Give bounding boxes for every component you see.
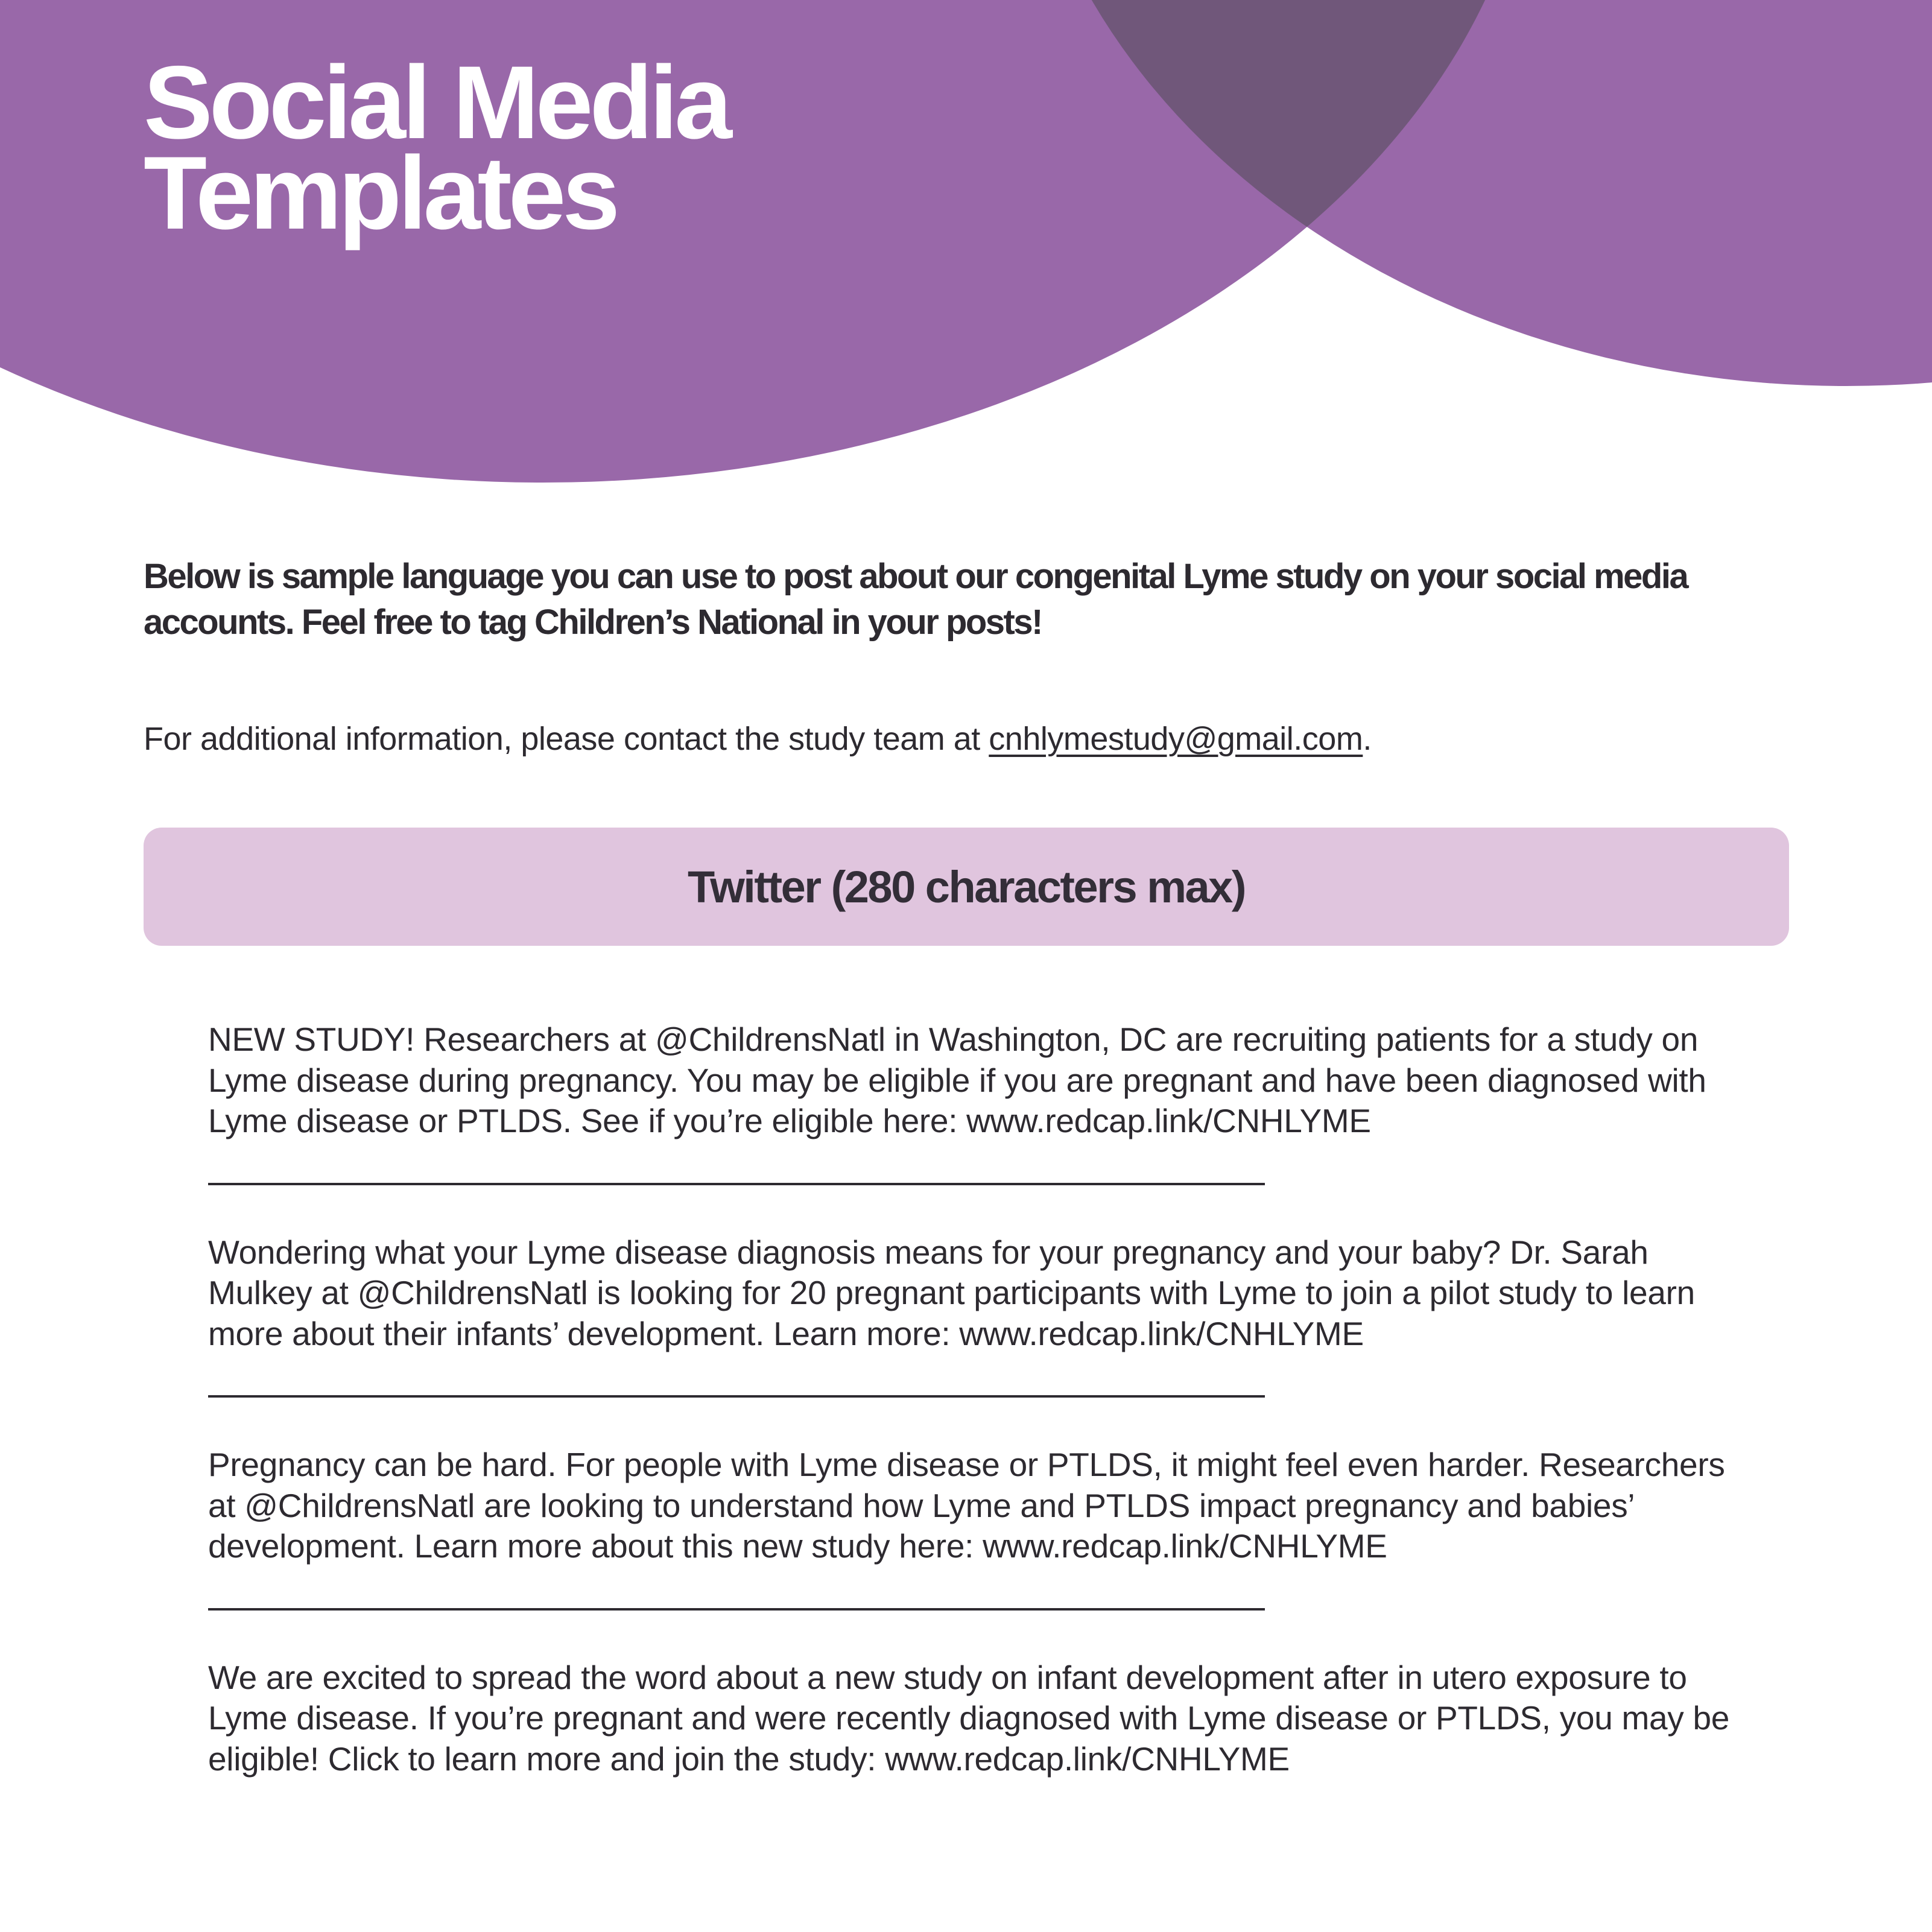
post-templates-list (208, 1019, 1752, 1779)
section-heading: Twitter (280 characters max) (688, 861, 1245, 912)
contact-line (144, 718, 1372, 760)
post-template (208, 1658, 1752, 1780)
post-template (208, 1019, 1752, 1185)
contact-suffix: . (1363, 721, 1372, 757)
post-text: We are excited to spread the word about a new study on infant development after in utero exposure to Lyme disease. If you’re pregnant and were recently diagnosed with Lyme disease or PTLDS, you may be eligible! Click to learn more and join the study: www.redcap.link/CNHLYME (208, 1658, 1730, 1778)
post-text: NEW STUDY! Researchers at @ChildrensNatl in Washington, DC are recruiting patients for a study on Lyme disease during pregnancy. You may be eligible if you are pregnant and have been diagnosed with Lyme disease or PTLDS. See if you’re eligible here: www.redcap.link/CNHLYME (208, 1021, 1706, 1139)
divider-line (208, 1183, 1265, 1185)
title-line-1: Social Media (144, 45, 729, 160)
contact-email-link[interactable]: cnhlymestudy@gmail.com (989, 721, 1363, 757)
post-text: Pregnancy can be hard. For people with Lyme disease or PTLDS, it might feel even harder. Researchers at @ChildrensNatl are looking to understand how Lyme and PTLDS impact pregnancy and babies’ development. Learn more about this new study here: www.redcap.link/CNHLYME (208, 1446, 1725, 1565)
post-template (208, 1445, 1752, 1611)
intro-paragraph: Below is sample language you can use to post about our congenital Lyme study on your social media accounts. Feel free to tag Children’s National in your posts! (144, 557, 1688, 642)
contact-prefix: For additional information, please contact the study team at (144, 721, 989, 757)
divider-line (208, 1395, 1265, 1398)
title-line-2: Templates (144, 135, 616, 251)
post-text: Wondering what your Lyme disease diagnosis means for your pregnancy and your baby? Dr. Sarah Mulkey at @ChildrensNatl is looking for 20 pregnant participants with Lyme to join a pilot study to learn more about their infants’ development. Learn more: www.redcap.link/CNHLYME (208, 1233, 1695, 1352)
page-title (144, 45, 729, 251)
divider-line (208, 1608, 1265, 1611)
twitter-section-banner (144, 828, 1789, 946)
post-template (208, 1232, 1752, 1398)
